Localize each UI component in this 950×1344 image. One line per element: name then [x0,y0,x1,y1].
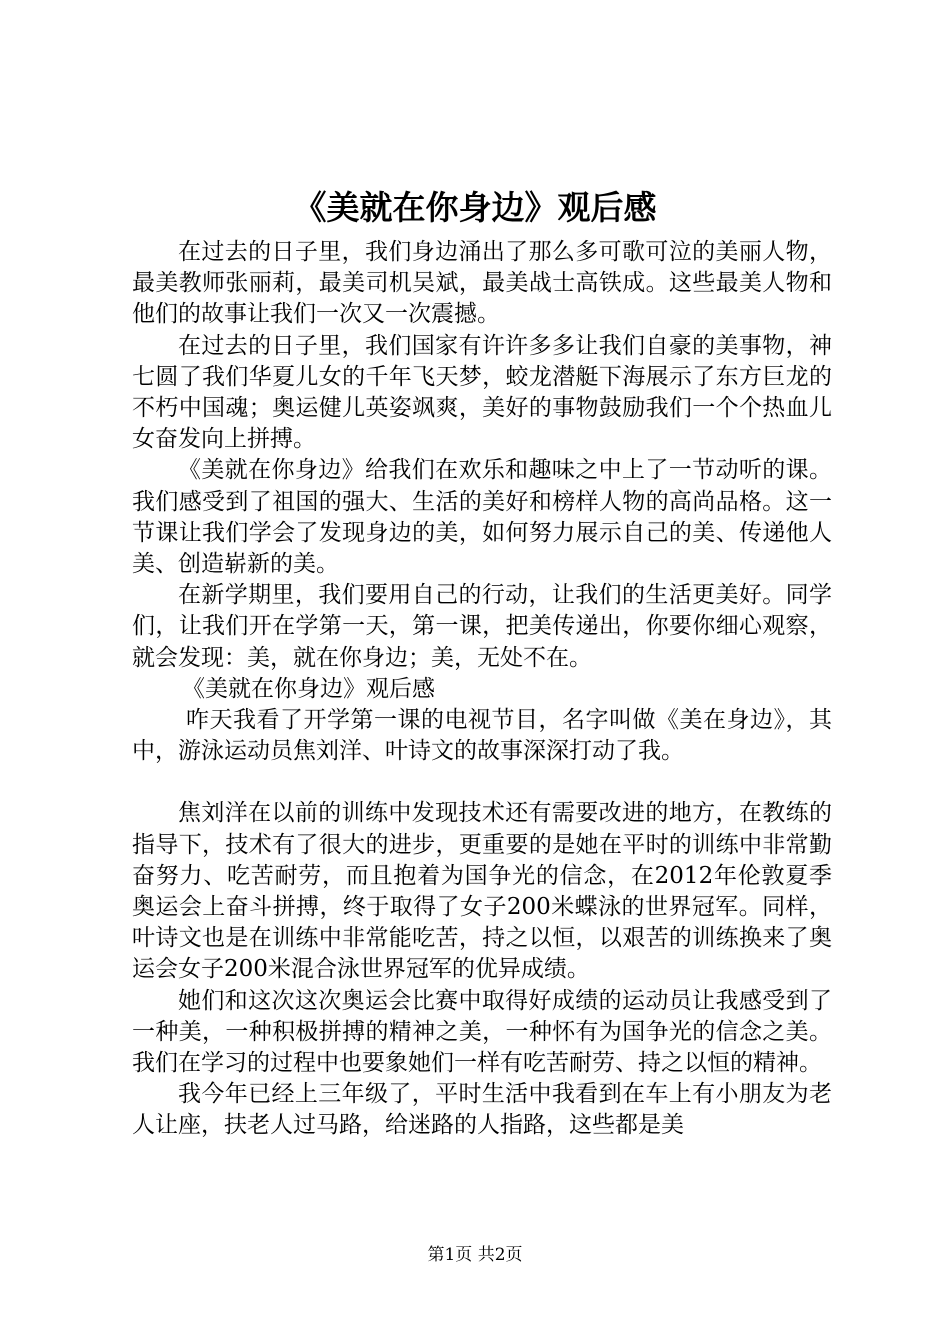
paragraph-6: 焦刘洋在以前的训练中发现技术还有需要改进的地方，在教练的指导下，技术有了很大的进步，更重要的是她在平时的训练中非常勤奋努力、吃苦耐劳，而且抱着为国争光的信念，在2012年伦敦夏季奥运会上奋斗拼搏，终于取得了女子200米蝶泳的世界冠军。同样，叶诗文也是在训练中非常能吃苦，持之以恒，以艰苦的训练换来了奥运会女子200米混合泳世界冠军的优异成绩。 [132,800,832,983]
paragraph-4: 在新学期里，我们要用自己的行动，让我们的生活更美好。同学们，让我们开在学第一天，第一课，把美传递出，你要你细心观察，就会发现：美，就在你身边；美，无处不在。 [132,582,832,671]
paragraph-3: 《美就在你身边》给我们在欢乐和趣味之中上了一节动听的课。我们感受到了祖国的强大、生活的美好和榜样人物的高尚品格。这一节课让我们学会了发现身边的美，如何努力展示自己的美、传递他人美、创造崭新的美。 [132,457,832,578]
paragraph-7: 她们和这次这次奥运会比赛中取得好成绩的运动员让我感受到了一种美，一种积极拼搏的精神之美，一种怀有为国争光的信念之美。我们在学习的过程中也要象她们一样有吃苦耐劳、持之以恒的精神。 [132,987,832,1077]
document-title: 《美就在你身边》观后感 [293,188,657,227]
section-heading: 《美就在你身边》观后感 [182,675,435,702]
paragraph-2: 在过去的日子里，我们国家有许许多多让我们自豪的美事物，神七圆了我们华夏儿女的千年飞天梦，蛟龙潜艇下海展示了东方巨龙的不朽中国魂；奥运健儿英姿飒爽，美好的事物鼓励我们一个个热血儿女奋发向上拼搏。 [132,332,832,453]
paragraph-1: 在过去的日子里，我们身边涌出了那么多可歌可泣的美丽人物，最美教师张丽莉，最美司机吴斌，最美战士高铁成。这些最美人物和他们的故事让我们一次又一次震撼。 [132,239,832,328]
paragraph-5: 咋天我看了开学第一课的电视节目，名字叫做《美在身边》，其中，游泳运动员焦刘洋、叶诗文的故事深深打动了我。 [132,707,832,765]
document-body [132,237,832,1142]
paragraph-8: 我今年已经上三年级了，平时生活中我看到在车上有小朋友为老人让座，扶老人过马路，给迷路的人指路，这些都是美 [132,1081,832,1139]
page-number-footer: 第1页 共2页 [427,1245,523,1265]
